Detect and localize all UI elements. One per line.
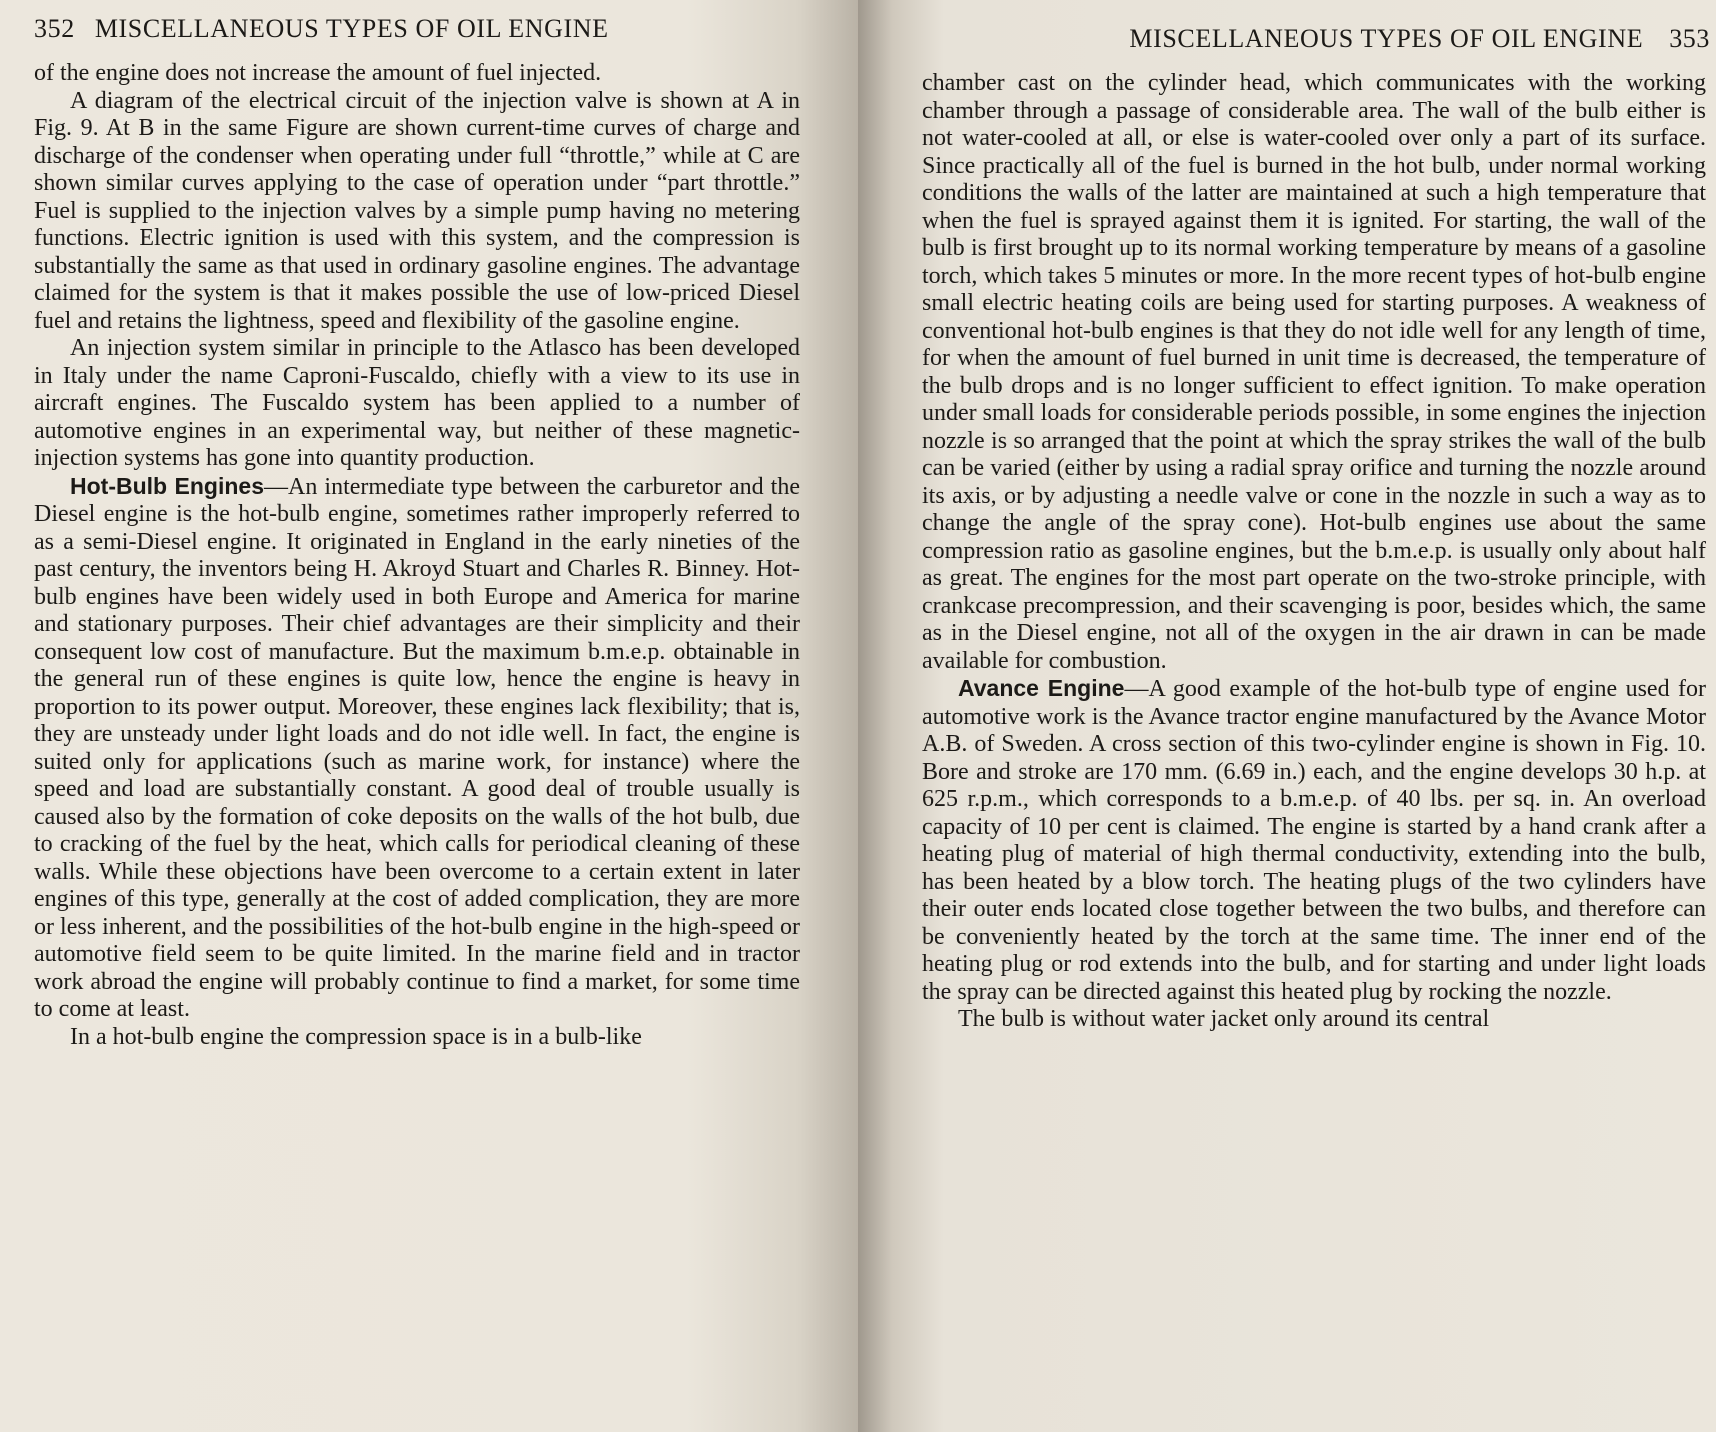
paragraph: Avance Engine—A good example of the hot-bulb type of engine used for automotive work is the Avance tractor engine manufactured by the Avance Motor A.B. of Sweden. A cross section of this two-cylinder engine is shown in Fig. 10. Bore and stroke are 170 mm. (6.69 in.) each, and the engine develops 30 h.p. at 625 r.p.m., which corresponds to a b.m.e.p. of 40 lbs. per sq. in. An overload capacity of 10 per cent is claimed. The engine is started by a hand crank after a heating plug of material of high thermal conductivity, extending into the bulb, has been heated by a blow torch. The heating plugs of the two cylinders have their outer ends located close together between the two bulbs, and therefore can be conveniently heated by the torch at the same time. The inner end of the heating plug or rod extends into the bulb, and for starting and under light loads the spray can be directed against this heated plug by rocking the nozzle. bbox=[922, 675, 1706, 1005]
paragraph: chamber cast on the cylinder head, which communicates with the working chamber through a passage of considerable area. The wall of the bulb either is not water-cooled at all, or else is water-cooled over only a part of its surface. Since practically all of the fuel is burned in the hot bulb, under normal working conditions the walls of the latter are maintained at such a high temperature that when the fuel is sprayed against them it is ignited. For starting, the wall of the bulb is first brought up to its normal working temperature by means of a gasoline torch, which takes 5 minutes or more. In the more recent types of hot-bulb engine small electric heating coils are being used for starting purposes. A weakness of conventional hot-bulb engines is that they do not idle well for any length of time, for when the amount of fuel burned in unit time is decreased, the temperature of the bulb drops and is no longer sufficient to effect ignition. To make operation under small loads for considerable periods possible, in some engines the injection nozzle is so arranged that the point at which the spray strikes the wall of the bulb can be varied (either by using a radial spray orifice and turning the nozzle around its axis, or by adjusting a needle valve or cone in the nozzle in such a way as to change the angle of the spray cone). Hot-bulb engines use about the same compression ratio as gasoline engines, but the b.m.e.p. is usually only about half as great. The engines for the most part operate on the two-stroke principle, with crankcase precompression, and their scavenging is poor, besides which, the same as in the Diesel engine, not all of the oxygen in the air drawn in can be made available for combustion. bbox=[922, 70, 1706, 674]
left-running-header bbox=[34, 14, 840, 44]
paragraph: An injection system similar in principle to the Atlasco has been developed in Italy under the name Caproni-Fuscaldo, chiefly with a view to its use in aircraft engines. The Fuscaldo system has been applied to a number of automotive engines in an experimental way, but neither of these magnetic-injection systems has gone into quantity production. bbox=[34, 335, 800, 471]
right-page-number: 353 bbox=[1669, 24, 1710, 53]
paragraph: of the engine does not increase the amount of fuel injected. bbox=[34, 60, 602, 86]
paragraph: Hot-Bulb Engines—An intermediate type between the carburetor and the Diesel engine is the hot-bulb engine, sometimes rather improperly referred to as a semi-Diesel engine. It originated in England in the early nineties of the past century, the inventors being H. Akroyd Stuart and Charles R. Binney. Hot-bulb engines have been widely used in both Europe and America for marine and stationary purposes. Their chief advantages are their simplicity and their consequent low cost of manufacture. But the maximum b.m.e.p. obtainable in the general run of these engines is quite low, hence the engine is heavy in proportion to its power output. Moreover, these engines lack flexibility; that is, they are unsteady under light loads and do not idle well. In fact, the engine is suited only for applications (such as marine work, for instance) where the speed and load are substantially constant. A good deal of trouble usually is caused also by the formation of coke deposits on the walls of the hot bulb, due to cracking of the fuel by the heat, which calls for periodical cleaning of these walls. While these objections have been overcome to a certain extent in later engines of this type, generally at the cost of added complication, they are more or less inherent, and the possibilities of the hot-bulb engine in the high-speed or automotive field seem to be quite limited. In the marine field and in tractor work abroad the engine will probably continue to find a market, for some time to come at least. bbox=[34, 472, 800, 1022]
left-page-body bbox=[34, 60, 840, 1051]
right-page bbox=[858, 0, 1716, 1432]
section-heading-hot-bulb: Hot-Bulb Engines bbox=[70, 472, 265, 499]
right-running-header bbox=[922, 24, 1716, 54]
paragraph: The bulb is without water jacket only around its central bbox=[958, 1006, 1490, 1032]
right-page-body bbox=[922, 70, 1716, 1034]
paragraph: In a hot-bulb engine the compression space is in a bulb-like bbox=[70, 1023, 642, 1050]
left-running-head: MISCELLANEOUS TYPES OF OIL ENGINE bbox=[94, 14, 609, 43]
section-heading-avance: Avance Engine bbox=[958, 675, 1125, 701]
paragraph: A diagram of the electrical circuit of the injection valve is shown at A in Fig. 9. At B in the same Figure are shown current-time curves of charge and discharge of the condenser when operating under full “throttle,” while at C are shown similar curves applying to the case of operation under “part throttle.” Fuel is supplied to the injection valves by a simple pump having no metering functions. Electric ignition is used with this system, and the compression is substantially the same as that used in ordinary gasoline engines. The advantage claimed for the system is that it makes possible the use of low-priced Diesel fuel and retains the lightness, speed and flexibility of the gasoline engine. bbox=[34, 87, 800, 334]
right-running-head: MISCELLANEOUS TYPES OF OIL ENGINE bbox=[1129, 24, 1644, 53]
left-page-number: 352 bbox=[34, 14, 75, 43]
